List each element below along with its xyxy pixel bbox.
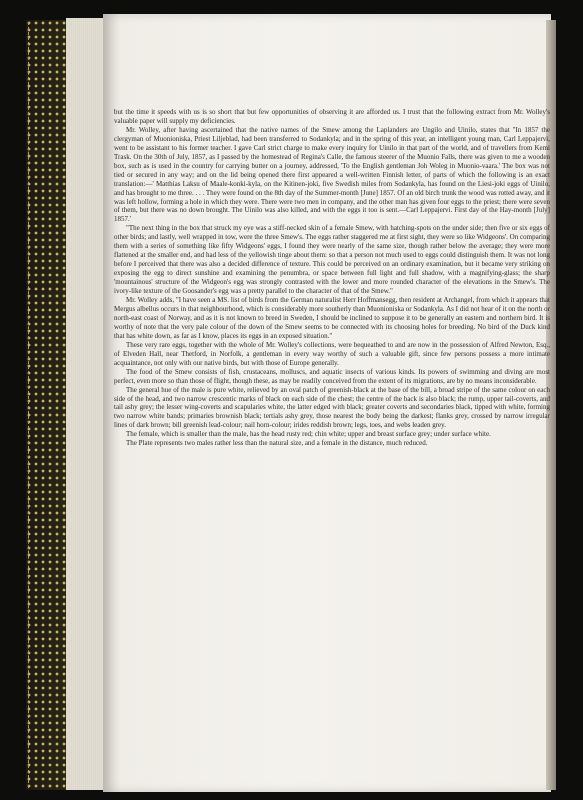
paragraph-5: These very rare eggs, together with the whole of Mr. Wolley's collections, were bequeathed to and are now in the possession of Alfred Newton, Esq., of Elveden Hall, near Thetford, in Norfolk, a gentleman in every way worthy of such a valuable gift, since few persons possess a more intimate acquaintance, not only with our native birds, but with those of Europe generally. xyxy=(114,340,550,367)
paragraph-6: The food of the Smew consists of fish, crustaceans, molluscs, and aquatic insects of various kinds. Its powers of swimming and diving are most perfect, even more so than those of flight, though these, as may be readily conceived from the extent of its migrations, are by no means inconsiderable. xyxy=(114,367,550,385)
paragraph-8: The female, which is smaller than the male, has the head rusty red; chin white; upper and breast surface grey; under surface white. xyxy=(126,430,491,439)
page-stack xyxy=(66,18,104,790)
cover-ornament xyxy=(28,22,65,788)
paragraph-3: "The next thing in the box that struck my eye was a stiff-necked skin of a female Smew, with hatching-spots on the under side; then five or six eggs of other birds; and lastly, well wrapped in tow, were the three Smew's. The eggs rather staggered me at first sight, they were so like Widgeons'. On comparing them with a series of something like fifty Widgeons' eggs, I found they were nearly of the same size, though rather below the average; they were more flattened at the smaller end, and had less of the yellowish tinge about them: so that a person not much used to eggs could distinguish them. It was not long before I perceived that there was also a decided difference of texture. This could be perceived on an ordinary examination, but it became very striking on exposing the egg to direct sunshine and examining the penumbra, or space between full light and full shadow, with a magnifying-glass; the sharp 'mountainous' structure of the Widgeon's egg was strongly contrasted with the lower and more rounded character of the elevations in the Smew's. The ivory-like texture of the Goosander's egg was a pretty parallel to the character of that of the Smew." xyxy=(114,224,550,296)
paragraph-7: The general hue of the male is pure white, relieved by an oval patch of greenish-black at the base of the bill, a broad stripe of the same colour on each side of the head, and two narrow crescentic marks of black on each side of the chest; the centre of the back is also black; the rump, upper tail-coverts, and tail ashy grey; the lesser wing-coverts and scapularies white, the latter edged with black; greater coverts and secondaries black, tipped with white, forming two narrow white bands; primaries brownish black; tertials ashy grey, those nearest the body being the darkest; flanks grey, crossed by narrow irregular lines of dark brown; bill greenish lead-colour; nail horn-colour; irides reddish brown; legs, toes, and webs leaden grey. xyxy=(114,385,550,430)
page-text xyxy=(114,108,550,448)
paragraph-1: but the time it speeds with us is so short that but few opportunities of observing it are afforded us. I trust that the following extract from Mr. Wolley's valuable paper will supply my deficiencies. xyxy=(114,108,550,125)
paragraph-2: Mr. Wolley, after having ascertained that the native names of the Smew among the Laplanders are Ungilo and Uinilo, states that "In 1857 the clergyman of Muonioniska, Priest Liljeblad, had been transferred to Sodankyla; and in the spring of this year, an intelligent young man, Carl Leppajervi, went to be assistant to his former teacher. I gave Carl strict charge to make every inquiry for Uinilo in that part of the world, and of travellers from Kemi Trask. On the 30th of July, 1857, as I passed by the homestead of Regina's Calle, the famous steerer of the Muonio Falls, there was given to me a wooden box, such as is used in the country for carrying butter on a journey, addressed, 'To the English gentleman Joh Woleg in Muonio-vaara.' The box was not tied or secured in any way; and on the lid being opened there first appeared a well-written Finnish letter, of parts of which the following is an exact translation:—' Matthias Laksu of Maale-konki-kyla, on the Kitinen-joki, five Swedish miles from Sodankyla, has found on the Liesi-joki eggs of Uinilo, and has brought to me three. . . . They were found on the 8th day of the Summer-month [June] 1857. Of an old birch trunk the wood was rotted away, and it was left hollow, forming a hole in which they were. There were two men in company, and the other man has given four eggs to the priest; there were seven of them, but there was no down brought. The Uinilo was also killed, and with the eggs it too is sent.—Carl Leppajervi. First day of the Hay-month [July] 1857.' xyxy=(114,125,550,224)
paragraph-9: The Plate represents two males rather less than the natural size, and a female in the distance, much reduced. xyxy=(126,439,428,448)
paragraph-4: Mr. Wolley adds, "I have seen a MS. list of birds from the German naturalist Herr Hoffmansegg, then resident at Archangel, from which it appears that Mergus albellus occurs in that neighbourhood, which is considerably more southerly than Muonioniska or Sodankyla. As I did not hear of it on the north or north-east coast of Norway, and as it is not known to breed in Sweden, I should be inclined to suppose it to be generally an eastern and northern bird. It is worthy of note that the very pale colour of the down of the Smew seems to be connected with its choosing holes for breeding. No bird of the Duck kind that has white down, as far as I know, places its eggs in an exposed situation." xyxy=(114,296,550,340)
